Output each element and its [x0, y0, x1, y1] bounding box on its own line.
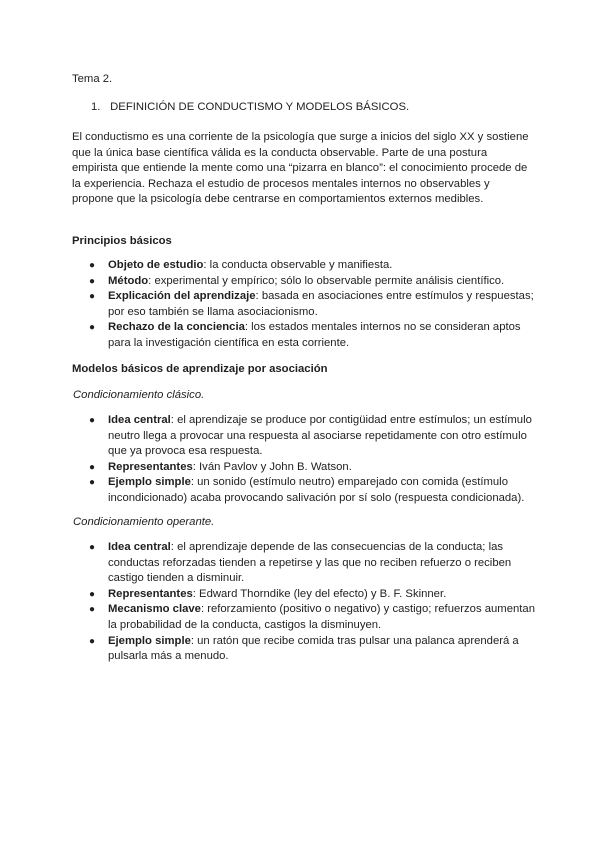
item-text: : Iván Pavlov y John B. Watson.	[192, 460, 352, 473]
list-item	[72, 634, 536, 665]
item-label: Objeto de estudio	[108, 259, 204, 271]
item-label: Mecanismo clave	[108, 603, 201, 616]
item-text: : basada en asociaciones entre estímulos y respuestas; por eso también se llama asociacionismo.	[108, 290, 534, 318]
list-item	[72, 274, 536, 290]
section-number: 1.	[91, 101, 101, 113]
item-text: : experimental y empírico; sólo lo observable permite análisis científico.	[148, 274, 505, 287]
item-label: Idea central	[108, 541, 171, 553]
models-heading: Modelos básicos de aprendizaje por asociación	[72, 363, 328, 375]
item-label: Explicación del aprendizaje	[108, 290, 256, 303]
classical-subheading: Condicionamiento clásico.	[73, 389, 205, 401]
classical-list	[72, 413, 536, 507]
item-label: Rechazo de la conciencia	[108, 321, 245, 334]
bullet-icon: ●	[89, 461, 96, 473]
item-label: Representantes	[108, 587, 193, 600]
item-text: : reforzamiento (positivo o negativo) y castigo; refuerzos aumentan la probabilidad de la conducta, castigos la disminuyen.	[108, 603, 535, 631]
principles-list	[72, 258, 536, 352]
list-item	[72, 540, 536, 587]
operant-subheading: Condicionamiento operante.	[73, 516, 215, 528]
list-item	[72, 413, 536, 460]
item-label: Método	[108, 274, 149, 287]
item-label: Representantes	[108, 460, 193, 473]
list-item	[72, 460, 536, 476]
item-label: Ejemplo simple	[108, 476, 191, 489]
bullet-icon: ●	[89, 542, 96, 553]
list-item	[72, 289, 536, 320]
item-text: : Edward Thorndike (ley del efecto) y B. F. Skinner.	[192, 587, 447, 600]
bullet-icon: ●	[89, 588, 96, 600]
operant-list	[72, 540, 536, 665]
bullet-icon: ●	[89, 275, 96, 287]
bullet-icon: ●	[89, 291, 96, 303]
item-text: : un ratón que recibe comida tras pulsar una palanca aprenderá a pulsarla más a menudo.	[108, 634, 519, 663]
item-text: : los estados mentales internos no se consideran aptos para la investigación científica en esta corriente.	[108, 321, 521, 349]
item-text: : la conducta observable y manifiesta.	[203, 259, 393, 271]
item-text: : el aprendizaje depende de las consecuencias de la conducta; las conductas reforzadas tienden a repetirse y las que no reciben refuerzo o reciben castigo tienden a disminuir.	[108, 541, 512, 585]
list-item	[72, 258, 536, 274]
section-title: DEFINICIÓN DE CONDUCTISMO Y MODELOS BÁSICOS.	[110, 101, 410, 113]
item-label: Idea central	[108, 414, 171, 426]
list-item	[72, 602, 536, 633]
bullet-icon: ●	[89, 635, 96, 647]
bullet-icon: ●	[89, 415, 96, 426]
section-heading	[91, 100, 409, 116]
list-item	[72, 587, 536, 603]
item-label: Ejemplo simple	[108, 634, 191, 647]
topic-label: Tema 2.	[72, 73, 113, 85]
bullet-icon: ●	[89, 604, 96, 616]
principles-heading: Principios básicos	[72, 235, 172, 247]
list-item	[72, 320, 536, 351]
bullet-icon: ●	[89, 322, 96, 334]
item-text: : un sonido (estímulo neutro) emparejado con comida (estímulo incondicionado) acaba provocando salivación por sí solo (respuesta condicionada).	[108, 476, 525, 504]
intro-paragraph: El conductismo es una corriente de la psicología que surge a inicios del siglo XX y sostiene que la única base científica válida es la conducta observable. Parte de una postura empirista que entiende la mente como una “pizarra en blanco”: el conocimiento procede de la experiencia. Rechaza el estudio de procesos mentales internos no observables y propone que la psicología debe centrarse en comportamientos externos medibles.	[72, 131, 529, 206]
item-text: : el aprendizaje se produce por contigüidad entre estímulos; un estímulo neutro llega a provocar una respuesta al asociarse repetidamente con otro estímulo que ya provoca esa respuesta.	[108, 414, 532, 458]
bullet-icon: ●	[89, 260, 96, 271]
bullet-icon: ●	[89, 477, 96, 489]
list-item	[72, 475, 536, 506]
